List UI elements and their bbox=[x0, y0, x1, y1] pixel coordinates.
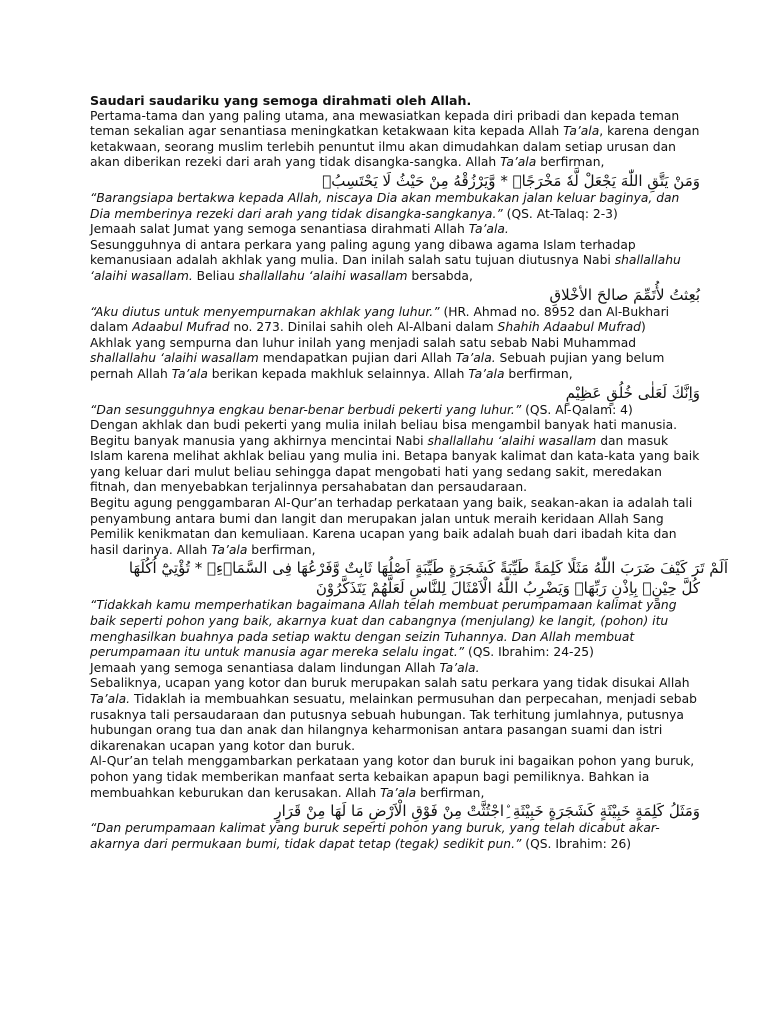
text-run: ) bbox=[640, 320, 646, 335]
paragraph-intro bbox=[90, 109, 700, 171]
text-italic: Ta’ala bbox=[563, 124, 600, 139]
text-run: berfirman, bbox=[504, 366, 573, 381]
text-run: Sesungguhnya di antara perkara yang paling agung yang dibawa agama Islam terhadap kemanusiaan adalah akhlak yang mulia. Dan inilah salah satu tujuan diutusnya Nabi bbox=[90, 237, 636, 268]
text-italic: Shahih Adaabul Mufrad bbox=[497, 320, 641, 335]
text-run: berikan kepada makhluk selainnya. Allah bbox=[207, 366, 469, 381]
text-run: Jemaah salat Jumat yang semoga senantiasa dirahmati Allah bbox=[90, 222, 469, 237]
paragraph-lindungan bbox=[90, 661, 700, 677]
paragraph-mencintai-nabi bbox=[90, 434, 700, 496]
document-body bbox=[90, 93, 728, 852]
text-italic: Ta’ala bbox=[468, 366, 505, 381]
paragraph-perkataan-baik bbox=[90, 496, 700, 558]
verse-reference: (QS. At-Talaq: 2-3) bbox=[502, 206, 618, 221]
text-italic: shallallahu ‘alaihi wasallam bbox=[427, 433, 597, 448]
text-run: bersabda, bbox=[407, 268, 473, 283]
text-italic: Ta’ala bbox=[211, 542, 248, 557]
text-italic: Ta’ala. bbox=[90, 692, 131, 706]
text-italic: Ta’ala. bbox=[468, 222, 509, 237]
text-run: , karena dengan ketakwaan, seorang muslim terlebih penuntut ilmu akan dimudahkan dalam setiap urusan dan akan diberikan rezeki dari arah yang tidak disangka-sangka. Allah bbox=[90, 124, 700, 170]
text-run: berfirman, bbox=[536, 155, 605, 170]
paragraph-pujian bbox=[90, 336, 700, 383]
arabic-hadith: بُعِثتُ لأُتَمِّمَ صالحَ الأخْلاقِ bbox=[549, 285, 700, 304]
text-run: Akhlak yang sempurna dan luhur inilah yang menjadi salah satu sebab Nabi Muhammad bbox=[90, 335, 637, 350]
text-italic: shallallahu ‘alaihi wasallam bbox=[90, 351, 259, 366]
text-italic: Ta’ala bbox=[380, 785, 417, 800]
translation-text: “Dan perumpamaan kalimat yang buruk seperti pohon yang buruk, yang telah dicabut akar-akarnya dari permukaan bumi, tidak dapat tetap (tegak) sedikit pun.” bbox=[90, 821, 660, 851]
verse-reference: (QS. Al-Qalam: 4) bbox=[521, 402, 633, 417]
translation-text: “Tidakkah kamu memperhatikan bagaimana Allah telah membuat perumpamaan kalimat yang baik seperti pohon yang baik, akarnya kuat dan cabangnya (menjulang) ke langit, (pohon) itu menghasilkan buahnya pada setiap waktu dengan seizin Tuhannya. Dan Allah membuat perumpamaan itu untuk manusia agar mereka selalu ingat.” bbox=[90, 598, 677, 660]
text-run: mendapatkan pujian dari Allah bbox=[258, 351, 456, 366]
paragraph-pohon-buruk bbox=[90, 754, 700, 801]
text-run: Beliau bbox=[192, 268, 239, 283]
paragraph-ucapan-buruk bbox=[90, 676, 700, 754]
text-run: berfirman, bbox=[416, 785, 485, 800]
text-run: dan masuk Islam karena melihat akhlak beliau yang mulia ini. Betapa banyak kalimat dan kata-kata yang baik yang keluar dari mulut beliau sehingga dapat mengobati hati yang sedang sakit, meredakan fitnah, dan menyebabkan terjalinnya persahabatan dan persaudaraan. bbox=[90, 433, 700, 495]
arabic-verse-al-qalam: وَاِنَّكَ لَعَلٰى خُلُقٍ عَظِيْمٍ bbox=[565, 383, 700, 402]
translation-ibrahim-26 bbox=[90, 821, 700, 852]
translation-ibrahim-24-25 bbox=[90, 598, 700, 660]
text-run: Sebaliknya, ucapan yang kotor dan buruk merupakan salah satu perkara yang tidak disukai Allah bbox=[90, 676, 690, 691]
text-italic: shallallahu ‘alaihi wasallam. bbox=[90, 253, 681, 283]
translation-al-qalam bbox=[90, 403, 700, 419]
arabic-verse-ibrahim-24-line-1: اَلَمْ تَرَ كَيْفَ ضَرَبَ اللّٰهُ مَثَلًا كَلِمَةً طَيِّبَةً كَشَجَرَةٍ طَيِّبَةٍ اَصْلُهَا ثَابِتٌ وَّفَرْعُهَا فِى السَّمَاۤءِۙ * تُؤْتِيْٓ اُكُلَهَا bbox=[128, 559, 728, 578]
text-run: Begitu banyak manusia yang akhirnya mencintai Nabi bbox=[90, 433, 428, 448]
text-run: Pertama-tama dan yang paling utama, ana mewasiatkan kepada diri pribadi dan kepada teman teman sekalian agar senantiasa meningkatkan ketakwaan kita kepada Allah bbox=[90, 108, 680, 139]
arabic-verse-at-talaq: وَمَنْ يَتَّقِ اللّٰهَ يَجْعَلْ لَّهٗ مَخْرَجًاۙ * وَّيَرْزُقْهُ مِنْ حَيْثُ لَا يَحْتَسِبُۗ bbox=[322, 171, 700, 190]
paragraph-akhlak-mulia bbox=[90, 238, 700, 285]
text-run: Begitu agung penggambaran Al-Qur’an terhadap perkataan yang baik, seakan-akan ia adalah tali penyambung antara bumi dan langit dan merupakan jalan untuk meraih keridaan Allah Sang Pemilik kenikmatan dan kemuliaan. Karena ucapan yang baik adalah buah dari ibadah kita dan hasil darinya. Allah bbox=[90, 496, 693, 557]
text-run: Sebuah pujian yang belum pernah Allah bbox=[90, 351, 665, 381]
text-italic: Ta’ala. bbox=[439, 660, 480, 675]
translation-text: “Barangsiapa bertakwa kepada Allah, niscaya Dia akan membukakan jalan keluar baginya, dan Dia memberinya rezeki dari arah yang tidak disangka-sangkanya.” bbox=[90, 190, 680, 221]
translation-text: “Aku diutus untuk menyempurnakan akhlak yang luhur.” bbox=[90, 304, 440, 319]
text-run: berfirman, bbox=[247, 542, 316, 557]
paragraph-jemaah bbox=[90, 222, 700, 238]
translation-text: “Dan sesungguhnya engkau benar-benar berbudi pekerti yang luhur.” bbox=[90, 402, 522, 417]
paragraph-hati-manusia: Dengan akhlak dan budi pekerti yang mulia inilah beliau bisa mengambil banyak hati manusia. bbox=[90, 418, 678, 433]
translation-at-talaq bbox=[90, 191, 700, 222]
text-italic: Ta’ala bbox=[171, 366, 208, 381]
verse-reference: (QS. Ibrahim: 26) bbox=[521, 836, 632, 851]
text-run: Jemaah yang semoga senantiasa dalam lindungan Allah bbox=[90, 660, 440, 675]
text-run: Al-Qur’an telah menggambarkan perkataan yang kotor dan buruk ini bagaikan pohon yang buruk, pohon yang tidak memberikan manfaat serta kebaikan apapun bagi pemiliknya. Bahkan ia membuahkan keburukan dan kerusakan. Allah bbox=[90, 754, 695, 800]
text-italic: shallallahu ‘alaihi wasallam bbox=[238, 268, 408, 283]
translation-hadith bbox=[90, 305, 700, 336]
verse-reference: (QS. Ibrahim: 24-25) bbox=[464, 645, 594, 660]
hadith-reference: (HR. Ahmad no. 8952 dan Al-Bukhari dalam bbox=[90, 304, 670, 335]
text-run: Tidaklah ia membuahkan sesuatu, melainkan permusuhan dan perpecahan, menjadi sebab rusaknya tali persaudaraan dan putusnya sebuah hubungan. Tak terhitung jumlahnya, putusnya hubungan orang tua dan anak dan hilangnya keharmonisan antara pasangan suami dan istri dikarenakan ucapan yang kotor dan buruk. bbox=[90, 692, 697, 753]
arabic-verse-ibrahim-24-line-2: كُلَّ حِيْنٍۢ بِاِذْنِ رَبِّهَاۗ وَيَضْرِبُ اللّٰهُ الْاَمْثَالَ لِلنَّاسِ لَعَلَّهُمْ يَتَذَكَّرُوْنَ bbox=[315, 579, 700, 598]
document-title: Saudari saudariku yang semoga dirahmati oleh Allah. bbox=[90, 93, 472, 108]
text-italic: Ta’ala. bbox=[455, 351, 496, 366]
arabic-verse-ibrahim-26: وَمَثَلُ كَلِمَةٍ خَبِيْثَةٍ كَشَجَرَةٍ خَبِيْثَةِ ِۨاجْتُثَّتْ مِنْ فَوْقِ الْاَرْضِ مَا لَهَا مِنْ قَرَارٍ bbox=[274, 802, 700, 821]
text-run: no. 273. Dinilai sahih oleh Al-Albani dalam bbox=[229, 320, 498, 335]
text-italic: Ta’ala bbox=[500, 155, 537, 170]
text-italic: Adaabul Mufrad bbox=[132, 320, 230, 335]
